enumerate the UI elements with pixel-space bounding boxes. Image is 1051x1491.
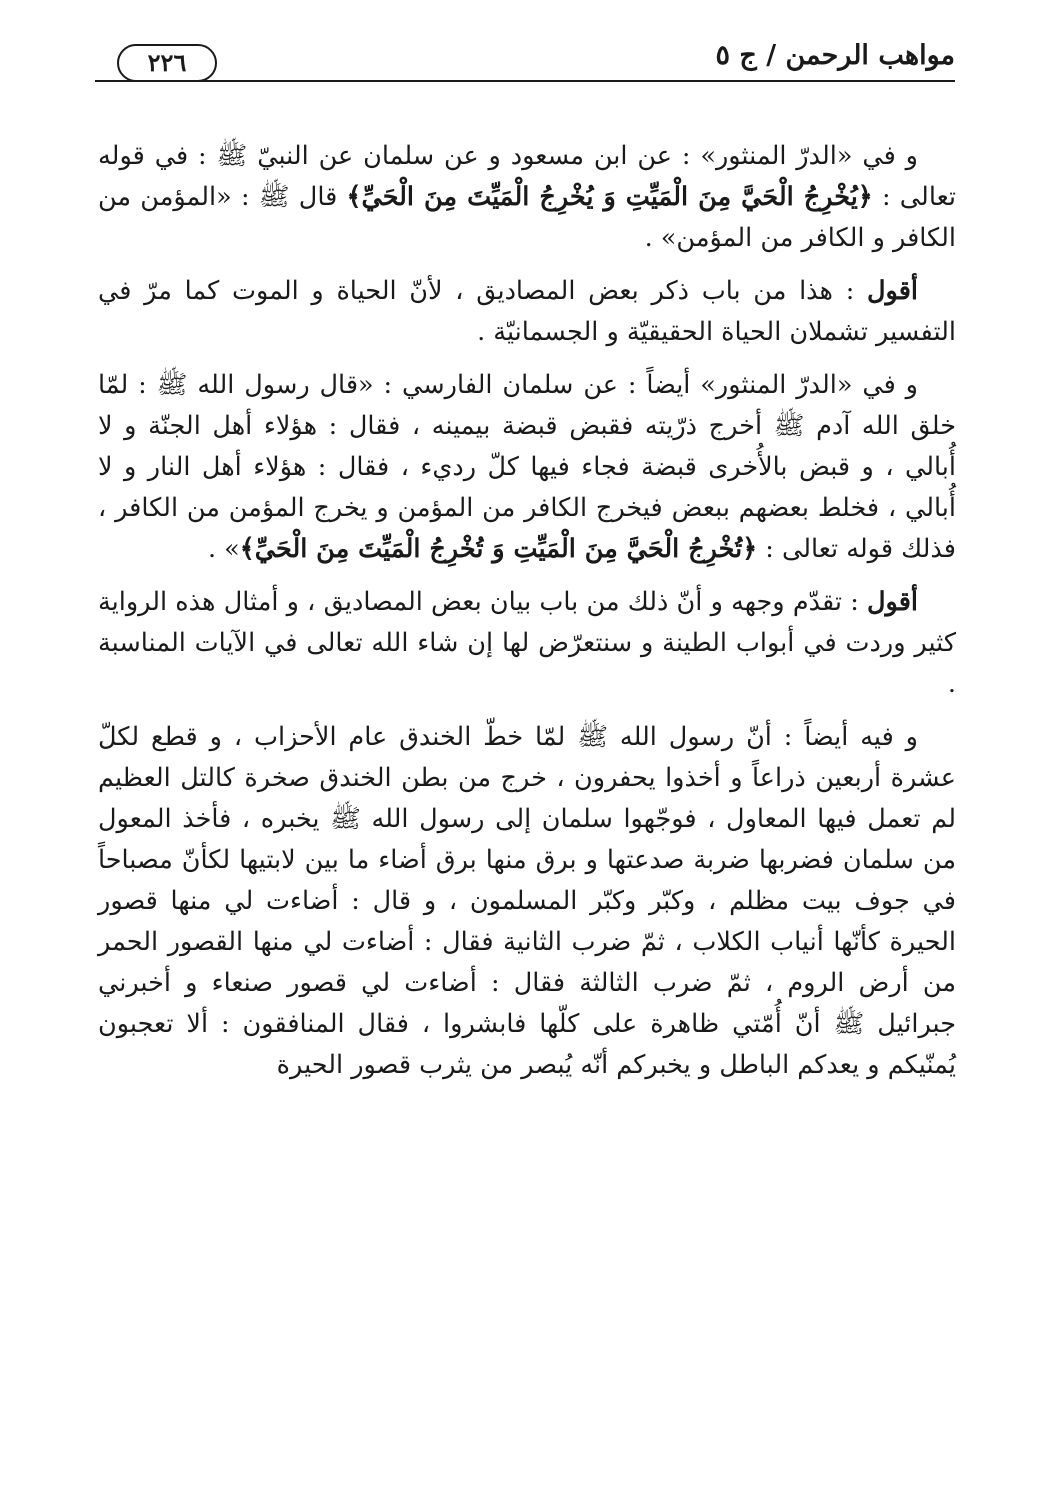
paragraph-text: قال ﷺ : «المؤمن من الكافر و الكافر من المؤمن» .: [98, 182, 956, 253]
header-rule: [95, 80, 955, 82]
paragraph-text: و في «الدرّ المنثور» : عن ابن مسعود و عن سلمان عن النبيّ ﷺ : في قوله تعالى :: [98, 141, 956, 212]
paragraph-text: و في «الدرّ المنثور» أيضاً : عن سلمان الفارسي : «قال رسول الله ﷺ : لمّا خلق الله آدم ﷺ أخرج ذرّيته فقبض قبضة بيمينه ، فقال : هؤلاء أهل الجنّة و لا أُبالي ، و قبض بالأُخرى قبضة فجاء فيها كلّ رديء ، فقال : هؤلاء أهل النار و لا أُبالي ، فخلط بعضهم ببعض فيخرج الكافر من المؤمن و يخرج المؤمن من الكافر ، فذلك قوله تعالى :: [98, 370, 956, 564]
paragraph: [98, 582, 956, 705]
paragraph-lead: أقول: [867, 587, 918, 617]
paragraph-lead: أقول: [867, 276, 918, 306]
paragraph: [98, 271, 956, 353]
book-title: مواهب الرحمن / ج ٥: [715, 40, 955, 71]
paragraph: [98, 717, 956, 1086]
page-number: ٢٢٦: [117, 44, 217, 82]
paragraph-text: و فيه أيضاً : أنّ رسول الله ﷺ لمّا خطّ الخندق عام الأحزاب ، و قطع لكلّ عشرة أربعين ذراعاً و أخذوا يحفرون ، خرج من بطن الخندق صخرة كالتل العظيم لم تعمل فيها المعاول ، فوجّهوا سلمان إلى رسول الله ﷺ يخبره ، فأخذ المعول من سلمان فضربها ضربة صدعتها و برق منها برق أضاء ما بين لابتيها لكأنّ مصباحاً في جوف بيت مظلم ، وكبّر وكبّر المسلمون ، و قال : أضاءت لي منها قصور الحيرة كأنّها أنياب الكلاب ، ثمّ ضرب الثانية فقال : أضاءت لي منها القصور الحمر من أرض الروم ، ثمّ ضرب الثالثة فقال : أضاءت لي قصور صنعاء و أخبرني جبرائيل ﷺ أنّ أُمّتي ظاهرة على كلّها فابشروا ، فقال المنافقون : ألا تعجبون يُمنّيكم و يعدكم الباطل و يخبركم أنّه يُبصر من يثرب قصور الحيرة: [98, 722, 956, 1080]
paragraph-text: : هذا من باب ذكر بعض المصاديق ، لأنّ الحياة و الموت كما مرّ في التفسير تشملان الحياة الحقيقيّة و الجسمانيّة .: [98, 276, 956, 347]
paragraph: [98, 365, 956, 570]
quran-verse: ﴿يُخْرِجُ الْحَيَّ مِنَ الْمَيِّتِ وَ يُخْرِجُ الْمَيِّتَ مِنَ الْحَيِّ﴾: [346, 182, 873, 212]
paragraph: [98, 136, 956, 259]
paragraph-text: » .: [207, 534, 240, 564]
quran-verse: ﴿تُخْرِجُ الْحَيَّ مِنَ الْمَيِّتِ وَ تُخْرِجُ الْمَيِّتَ مِنَ الْحَيِّ﴾: [239, 534, 758, 564]
page-header: [95, 36, 955, 84]
body-text: [98, 136, 956, 1098]
paragraph-text: : تقدّم وجهه و أنّ ذلك من باب بيان بعض المصاديق ، و أمثال هذه الرواية كثير وردت في أبواب الطينة و سنتعرّض لها إن شاء الله تعالى في الآيات المناسبة .: [98, 587, 956, 699]
